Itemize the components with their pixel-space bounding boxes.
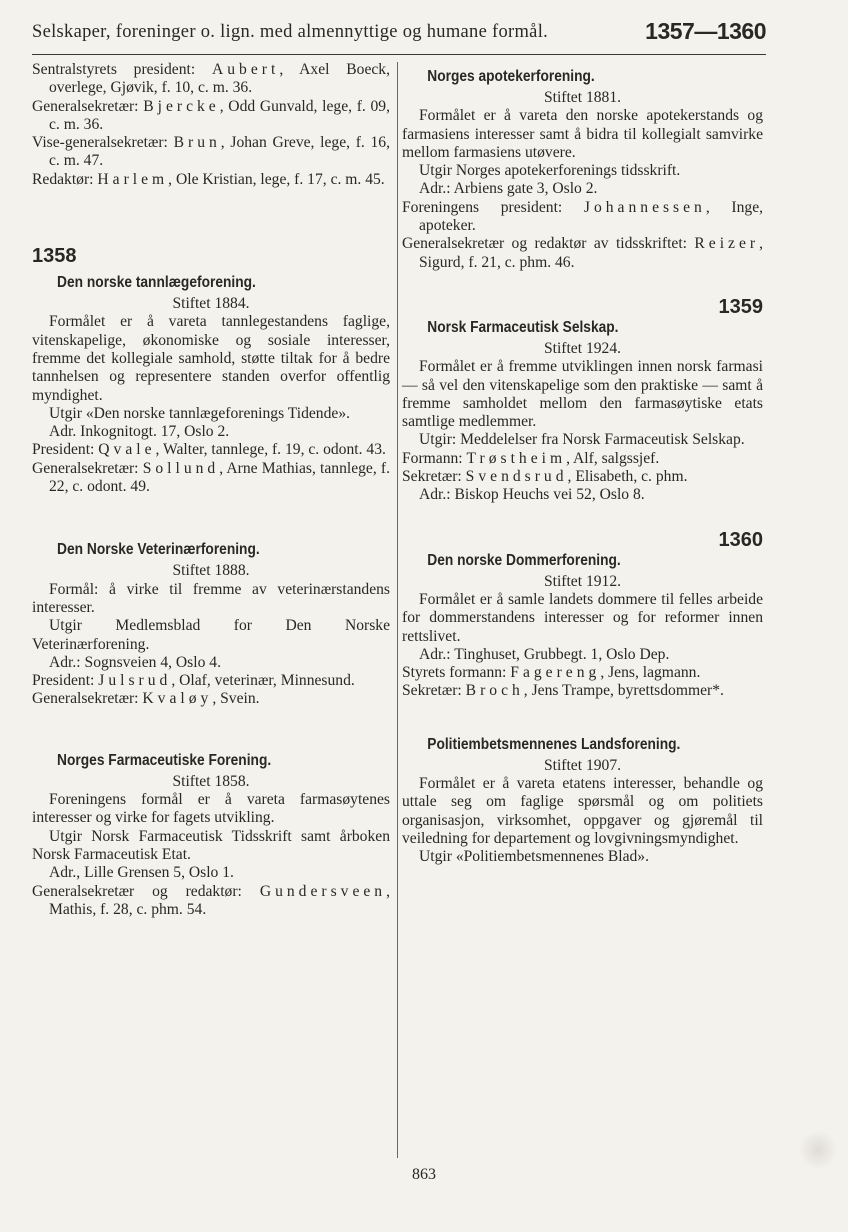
- officer-line: Foreningens president: Johannessen, Inge, apoteker.: [402, 198, 764, 235]
- officer-name: Bjercke: [143, 97, 220, 115]
- officer-line: Sekretær: Svendsrud, Elisabeth, c. phm.: [402, 468, 688, 486]
- officer-line: Redaktør: Harlem, Ole Kristian, lege, f. 17, c. m. 45.: [32, 170, 385, 188]
- officer-name: Aubert: [212, 61, 280, 78]
- paper-smudge: [798, 1130, 838, 1170]
- officer-name: Kvaløy: [142, 690, 213, 708]
- entry-number: 1358: [32, 245, 77, 268]
- purpose-text: Foreningens formål er å vareta farmasøytenes interesser og virke for fagets utvikling.: [32, 791, 390, 827]
- entry-title: Norsk Farmaceutisk Selskap.: [427, 318, 619, 336]
- officer-name: Reizer: [694, 235, 760, 253]
- officer-name: Johannessen: [583, 198, 706, 216]
- officer-line: Generalsekretær og redaktør av tidsskriftet: Reizer, Sigurd, f. 21, c. phm. 46.: [402, 235, 763, 271]
- officer-line: Generalsekretær: Kvaløy, Svein.: [32, 690, 260, 708]
- purpose-text: Formålet er å vareta etatens interesser, behandle og uttale seg om faglige spørsmål og om politiets organisasjon, virksomhet, oppgaver og gjøremål til veiledning for departement og lovgivningsmyndighet.: [402, 775, 763, 847]
- officer-line: Generalsekretær: Bjercke, Odd Gunvald, lege, f. 09, c. m. 36.: [32, 97, 390, 133]
- entry-title: Norges apotekerforening.: [427, 68, 595, 85]
- address-text: Adr.: Arbiens gate 3, Oslo 2.: [419, 180, 598, 198]
- entry-title: Den norske Dommerforening.: [427, 551, 621, 569]
- address-text: Adr.: Tinghuset, Grubbegt. 1, Oslo Dep.: [419, 645, 670, 663]
- entry-number-range: 1357—1360: [645, 18, 766, 44]
- founded-line: Stiftet 1924.: [543, 339, 622, 357]
- officer-name: Gundersveen: [259, 882, 387, 900]
- officer-name: Trøstheim: [466, 449, 567, 467]
- entry-apotekerforening: [402, 67, 763, 272]
- address-text: Adr. Inkognitogt. 17, Oslo 2.: [49, 423, 230, 441]
- officer-line: Sekretær: Broch, Jens Trampe, byrettsdommer*.: [402, 682, 724, 700]
- entry-1358: [32, 245, 390, 496]
- left-column: [32, 61, 390, 919]
- founded-line: Stiftet 1881.: [543, 89, 622, 106]
- entry-title: Norges Farmaceutiske Forening.: [57, 751, 272, 769]
- publication-text: Utgir Norges apotekerforenings tidsskrift.: [419, 162, 681, 180]
- officer-line: Vise-generalsekretær: Brun, Johan Greve, lege, f. 16, c. m. 47.: [32, 134, 390, 170]
- page-number: 863: [412, 1166, 436, 1183]
- founded-line: Stiftet 1912.: [543, 572, 622, 590]
- entry-title: Den norske tannlægeforening.: [57, 274, 256, 292]
- officer-name: Broch: [465, 682, 524, 700]
- purpose-text: Formål: å virke til fremme av veterinærstandens interesser.: [32, 580, 390, 616]
- page-header: [32, 18, 766, 55]
- entry-number: 1360: [718, 528, 763, 551]
- purpose-text: Formålet er å samle landets dommere til felles arbeide for dommerstandens interesser og for reformer innen rettslivet.: [402, 590, 763, 645]
- entry-number: 1359: [718, 295, 763, 318]
- publication-text: Utgir «Politiembetsmennenes Blad».: [419, 848, 649, 866]
- publication-text: Utgir Medlemsblad for Den Norske Veterinærforening.: [32, 617, 390, 653]
- entry-1360: [402, 529, 763, 701]
- purpose-text: Formålet er å vareta tannlegestandens faglige, vitenskapelige, økonomiske og sosiale interesser, fremme det kollegiale samhold, støtte tiltak for å bedre tannhelsen og representere standen overfor offentlig myndighet.: [32, 313, 390, 404]
- officer-name: Brun: [173, 134, 221, 152]
- entry-1359: [402, 296, 763, 505]
- address-text: Adr.: Sognsveien 4, Oslo 4.: [49, 653, 221, 671]
- officer-line: President: Julsrud, Olaf, veterinær, Minnesund.: [32, 672, 355, 690]
- entry-farmaceutiske-forening: [32, 751, 390, 919]
- officer-name: Svendsrud: [465, 468, 568, 486]
- entry-politiembetsmennenes: [402, 735, 763, 867]
- officer-line: Generalsekretær: Sollund, Arne Mathias, tannlege, f. 22, c. odont. 49.: [32, 459, 391, 496]
- founded-line: Stiftet 1888.: [172, 562, 250, 580]
- publication-text: Utgir Norsk Farmaceutisk Tidsskrift samt årboken Norsk Farmaceutisk Etat.: [32, 827, 390, 863]
- officer-name: Sollund: [142, 459, 220, 477]
- officer-line: President: Qvale, Walter, tannlege, f. 19, c. odont. 43.: [32, 441, 386, 459]
- officer-name: Qvale: [98, 441, 156, 459]
- officer-name: Harlem: [97, 170, 169, 188]
- officer-line: Styrets formann: Fagereng, Jens, lagmann.: [402, 664, 701, 682]
- address-text: Adr., Lille Grensen 5, Oslo 1.: [49, 864, 234, 882]
- founded-line: Stiftet 1858.: [172, 772, 250, 790]
- column-divider: [397, 62, 398, 1158]
- publication-text: Utgir «Den norske tannlægeforenings Tidende».: [49, 404, 351, 422]
- purpose-text: Formålet er å fremme utviklingen innen norsk farmasi — så vel den vitenskapelige som den praktiske — samt å fremme samholdet mellom den farmasøytiske etats samtlige medlemmer.: [402, 358, 763, 431]
- officer-name: Fagereng: [510, 664, 601, 682]
- officer-line: Formann: Trøstheim, Alf, salgssjef.: [402, 449, 660, 467]
- officer-line: Sentralstyrets president: Aubert, Axel Boeck, overlege, Gjøvik, f. 10, c. m. 36.: [32, 61, 390, 97]
- purpose-text: Formålet er å vareta den norske apotekerstands og farmasiens interesser samt å bidra til kollegialt samvirke mellom farmasiens utøvere.: [402, 107, 763, 161]
- entry-veterinaerforening: [32, 540, 390, 708]
- entry-title: Den Norske Veterinærforening.: [57, 541, 260, 559]
- continuation-block: [32, 61, 390, 189]
- right-column: [402, 61, 763, 867]
- founded-line: Stiftet 1884.: [172, 295, 250, 313]
- founded-line: Stiftet 1907.: [543, 756, 622, 774]
- address-text: Adr.: Biskop Heuchs vei 52, Oslo 8.: [419, 486, 645, 504]
- publication-text: Utgir: Meddelelser fra Norsk Farmaceutisk Selskap.: [419, 431, 745, 449]
- entry-title: Politiembetsmennenes Landsforening.: [427, 735, 681, 753]
- running-head-title: Selskaper, foreninger o. lign. med almennyttige og humane formål.: [32, 22, 549, 42]
- officer-name: Julsrud: [98, 672, 172, 690]
- officer-line: Generalsekretær og redaktør: Gundersveen, Mathis, f. 28, c. phm. 54.: [32, 882, 390, 918]
